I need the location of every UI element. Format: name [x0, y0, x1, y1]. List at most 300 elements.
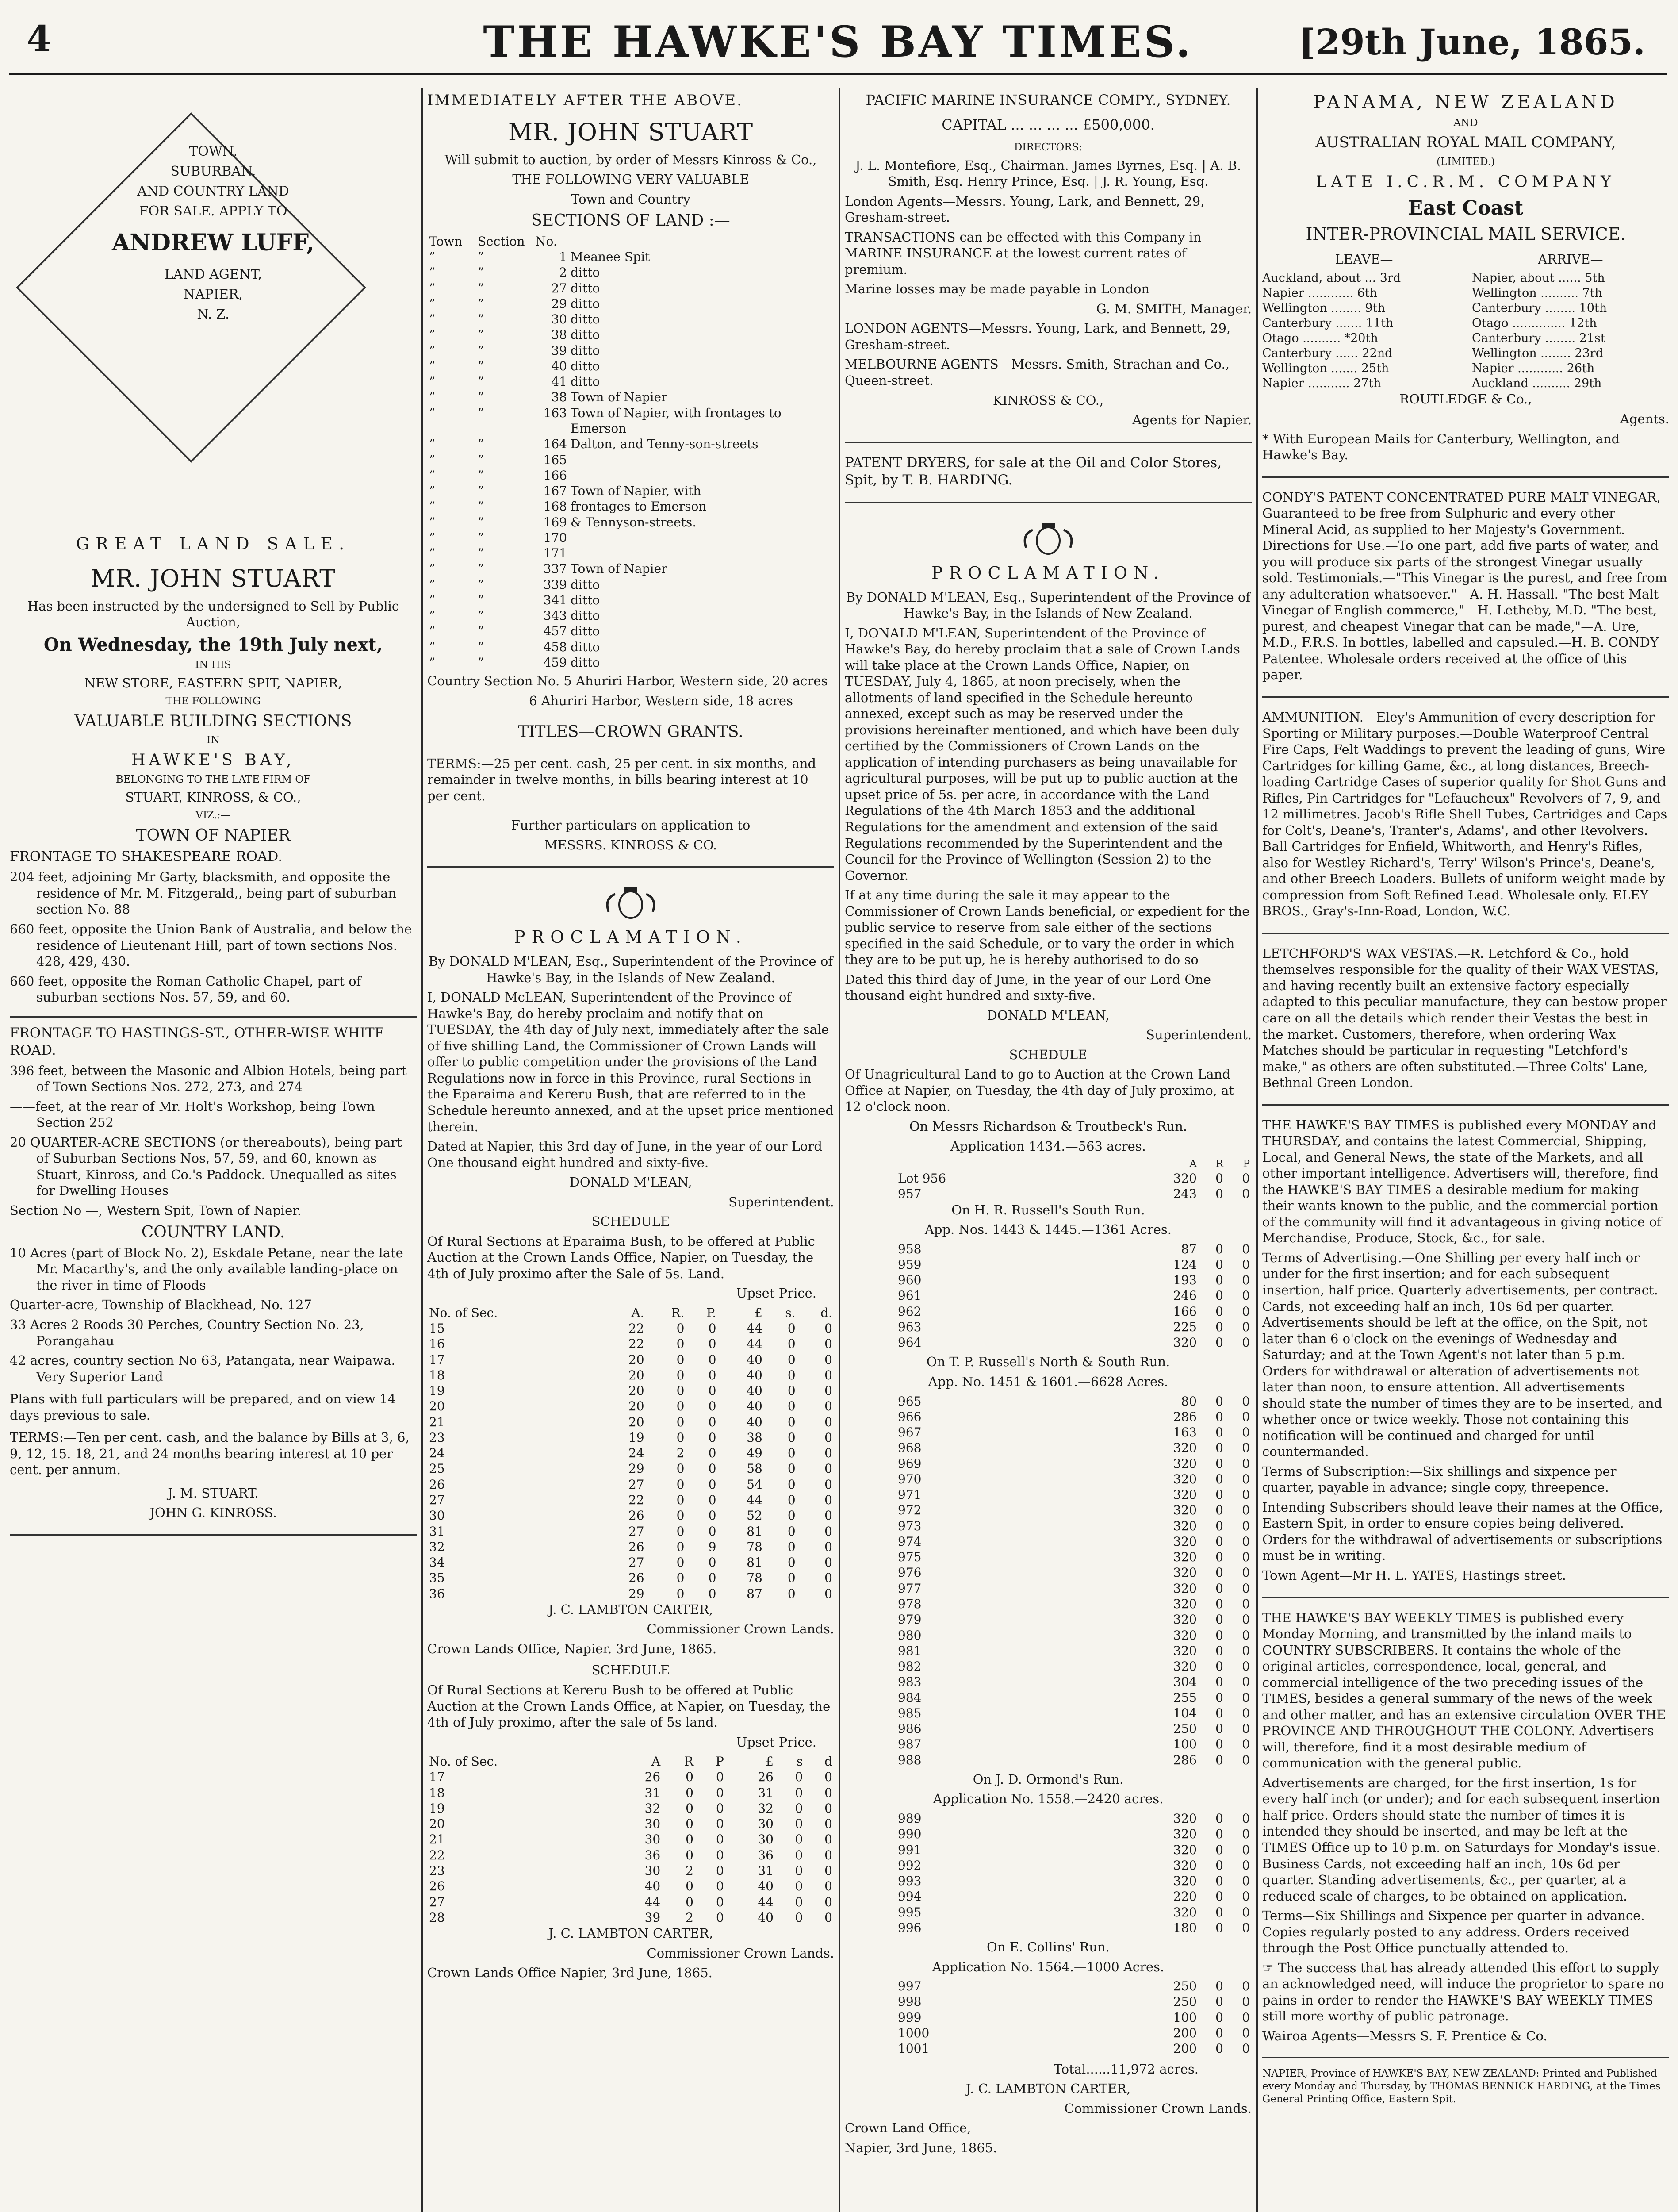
table-cell: 0 [1215, 1597, 1223, 1611]
table-cell: 0 [824, 1399, 832, 1414]
table-cell: 304 [1173, 1674, 1197, 1690]
application-heading: Application No. 1558.—2420 acres. [933, 1791, 1164, 1807]
table-cell: 180 [1173, 1920, 1197, 1935]
schedule-title: SCHEDULE [1009, 1047, 1088, 1062]
run-heading: On T. P. Russell's North & South Run. [926, 1354, 1170, 1370]
ad-heading: AUSTRALIAN ROYAL MAIL COMPANY, [1315, 134, 1616, 152]
lot-number: 958 [898, 1241, 922, 1256]
table-cell: 0 [795, 1832, 803, 1847]
table-cell: 0 [795, 1785, 803, 1800]
table-row [845, 2010, 1252, 2025]
table-cell: 0 [1242, 1874, 1250, 1889]
table-cell: 0 [1242, 2041, 1250, 2056]
section-number: 21 [429, 1414, 445, 1429]
table-cell: 320 [1173, 1503, 1197, 1518]
section-number: 23 [429, 1863, 445, 1878]
section-location: ditto [571, 312, 600, 327]
sale-date: On Wednesday, the 19th July next, [43, 634, 383, 655]
table-cell: 0 [708, 1352, 716, 1367]
table-row [427, 1570, 834, 1586]
table-cell: 36 [644, 1847, 661, 1863]
ad-text: Crown Land Office, [845, 2120, 971, 2136]
section-number: 26 [429, 1477, 445, 1492]
table-cell: 0 [1242, 1241, 1250, 1256]
table-row [845, 1319, 1252, 1335]
ad-text: CONDY'S PATENT CONCENTRATED PURE MALT VINEGAR, Guaranteed to be free from Sulphuric and every other Mineral Acid, as supplied to her Majesty's Government. Directions for Use.—To one part, add five parts of water, and you will produce six parts of the strongest Vinegar usually sold. Testimonials.—"This Vinegar is the purest, and free from any adulteration whatsoever."—A. H. Hassall. "The best Malt Vinegar of English commerce,"—H. Letheby, M.D. "The best, purest, and cheapest Vinegar that can be made,"—A. Ure, M.D., F.R.S. In bottles, labelled and capsuled.—H. B. CONDY Patentee. Wholesale orders received at the office of this paper. [1262, 489, 1667, 683]
table-cell: 24 [628, 1446, 644, 1461]
table-cell: 0 [824, 1383, 832, 1398]
run-heading: On E. Collins' Run. [987, 1939, 1110, 1955]
ditto-mark: ” [429, 312, 436, 327]
table-row [845, 1690, 1252, 1705]
table-row [845, 1394, 1252, 1409]
ditto-mark: ” [429, 265, 436, 280]
ditto-mark: ” [478, 468, 484, 483]
ad-text: VIZ.:— [195, 810, 231, 822]
table-cell: 0 [795, 1863, 803, 1878]
section-location: ditto [571, 358, 600, 373]
table-cell: 0 [1215, 1409, 1223, 1424]
ad-text: Of Rural Sections at Eparaima Bush, to be offered at Public Auction at the Crown Lands Office, Napier, on Tuesday, the 4th of July proximo after the Sale of 5s. Land. [427, 1233, 815, 1281]
table-cell: 0 [1215, 1257, 1223, 1272]
table-row [427, 327, 834, 342]
table-cell: 0 [824, 1586, 832, 1601]
table-row [427, 1769, 834, 1785]
table-header: Town [429, 234, 463, 249]
ad-text: MESSRS. KINROSS & CO. [544, 837, 717, 853]
table-cell: 0 [795, 1770, 803, 1785]
table-cell: 30 [644, 1832, 661, 1847]
lot-number: 993 [898, 1874, 922, 1889]
leave-row: Canterbury ...... 22nd [1262, 346, 1393, 361]
lot-number: 991 [898, 1842, 922, 1857]
table-cell: 0 [1215, 1659, 1223, 1674]
table-cell: 40 [747, 1383, 762, 1398]
ad-text: Will submit to auction, by order of Messrs Kinross & Co., [444, 152, 817, 167]
lot-number: 986 [898, 1721, 922, 1736]
table-cell: 193 [1173, 1273, 1197, 1288]
signature-title: Commissioner Crown Lands. [1064, 2101, 1252, 2116]
table-cell: 36 [758, 1847, 774, 1863]
lot-number: 978 [898, 1597, 922, 1611]
section-number: 40 [551, 358, 567, 373]
table-row [427, 1461, 834, 1476]
lot-number: 970 [898, 1471, 922, 1486]
section-number: 23 [429, 1430, 445, 1445]
table-row [427, 483, 834, 499]
section-number: 458 [543, 639, 567, 654]
table-row [427, 577, 834, 592]
table-header-row [427, 1305, 834, 1321]
table-row [845, 1565, 1252, 1580]
table-row [845, 1826, 1252, 1842]
table-cell: 0 [824, 1879, 832, 1894]
table-row [427, 592, 834, 608]
table-row [845, 1304, 1252, 1319]
table-cell: 0 [1215, 1534, 1223, 1549]
lot-description: Quarter-acre, Township of Blackhead, No. 127 [10, 1297, 312, 1313]
table-cell: 0 [1242, 1659, 1250, 1674]
lot-number: 960 [898, 1273, 922, 1288]
signature: J. C. LAMBTON CARTER, [548, 1601, 713, 1617]
table-cell: 246 [1173, 1288, 1197, 1303]
printer-imprint: NAPIER, Province of HAWKE'S BAY, NEW ZEALAND: Printed and Published every Monday and Thursday, by THOMAS BENNICK HARDING, at the Times General Printing Office, Eastern Spit. [1262, 2068, 1661, 2105]
table-cell: 20 [628, 1352, 644, 1367]
table-cell: 81 [747, 1555, 762, 1570]
ad-text: (LIMITED.) [1436, 156, 1495, 168]
table-cell: 20 [628, 1399, 644, 1414]
table-cell: 0 [1215, 1518, 1223, 1533]
table-row [845, 1842, 1252, 1858]
ad-heading: INTER-PROVINCIAL MAIL SERVICE. [1306, 224, 1626, 244]
section-number: 339 [543, 577, 567, 592]
table-cell: 0 [1242, 1425, 1250, 1440]
lot-number: 1000 [898, 2025, 930, 2040]
ditto-mark: ” [478, 530, 484, 545]
run-heading: On Messrs Richardson & Troutbeck's Run. [909, 1119, 1188, 1134]
table-row [427, 1430, 834, 1445]
lot-number: 1001 [898, 2041, 930, 2056]
table-row [845, 1628, 1252, 1643]
signature-title: Commissioner Crown Lands. [647, 1621, 834, 1637]
table-cell: 320 [1173, 1565, 1197, 1580]
ad-subheading: VALUABLE BUILDING SECTIONS [74, 712, 352, 730]
table-cell: 0 [824, 1910, 832, 1925]
table-row [427, 1383, 834, 1398]
ad-text: THE FOLLOWING VERY VALUABLE [512, 172, 749, 187]
section-location: ditto [571, 327, 600, 342]
ditto-mark: ” [478, 484, 484, 499]
table-cell: 0 [824, 1770, 832, 1785]
leave-row: Napier ........... 27th [1262, 376, 1381, 391]
table-cell: 0 [676, 1383, 685, 1398]
table-cell: 0 [787, 1336, 796, 1352]
table-cell: 0 [795, 1910, 803, 1925]
table-header: P. [706, 1305, 716, 1320]
run-lots-table [845, 1158, 1252, 1202]
table-cell: 0 [1215, 1889, 1223, 1904]
ad-text: Dated this third day of June, in the year of our Lord One thousand eight hundred and sixty-five. [845, 972, 1211, 1003]
table-header: A. [631, 1305, 644, 1320]
section-number: 164 [543, 437, 567, 452]
ditto-mark: ” [429, 530, 436, 545]
country-section: Country Section No. 5 Ahuriri Harbor, Western side, 20 acres [427, 673, 828, 689]
ditto-mark: ” [429, 624, 436, 639]
table-cell: 0 [676, 1508, 685, 1523]
table-cell: 0 [787, 1477, 796, 1492]
table-cell: 27 [628, 1555, 644, 1570]
table-row [427, 405, 834, 437]
table-cell: 0 [1242, 1335, 1250, 1350]
section-number: 38 [551, 327, 567, 342]
ad-text: Advertisements are charged, for the first insertion, 1s for every half inch (or under); and for each subsequent insertion half price. Orders should state the number of times it is intended they should be inserted, and may be left at the TIMES Office up to 10 p.m. on Saturdays for Monday's issue. Business Cards, not exceeding half an inch, 10s 6d per quarter. Standing advertisements, &c., per quarter, at a reduced scale of charges, to be obtained on application. [1262, 1775, 1661, 1904]
table-cell: 32 [644, 1801, 661, 1816]
table-cell: 0 [708, 1586, 716, 1601]
table-cell: 0 [1242, 1628, 1250, 1643]
run-lots-table [845, 1978, 1252, 2056]
ad-text: By DONALD M'LEAN, Esq., Superintendent of the Province of Hawke's Bay, in the Islands of New Zealand. [428, 954, 833, 985]
royal-crest-icon [600, 885, 662, 921]
column-1 [10, 88, 417, 2212]
table-cell: 0 [1242, 1979, 1250, 1994]
table-cell: 0 [1242, 1187, 1250, 1202]
ditto-mark: ” [478, 655, 484, 670]
ad-text: DIRECTORS: [1014, 141, 1083, 153]
section-location: Town of Napier [571, 390, 667, 405]
table-header-row [427, 1754, 834, 1769]
section-number: 19 [429, 1801, 445, 1816]
section-location: ditto [571, 265, 600, 280]
table-header: P [1243, 1158, 1250, 1170]
table-cell: 39 [644, 1910, 661, 1925]
ditto-mark: ” [478, 390, 484, 405]
section-number: 27 [429, 1894, 445, 1909]
table-row [845, 1502, 1252, 1518]
table-cell: 0 [676, 1555, 685, 1570]
table-row [845, 2041, 1252, 2056]
table-cell: 0 [708, 1414, 716, 1429]
table-cell: 0 [824, 1477, 832, 1492]
lot-number: 965 [898, 1394, 922, 1409]
section-location [569, 545, 834, 561]
table-cell: 26 [628, 1539, 644, 1554]
table-cell: 0 [1215, 1171, 1223, 1186]
table-cell: 0 [824, 1430, 832, 1445]
table-cell: 0 [716, 1770, 724, 1785]
lot-number: 963 [898, 1319, 922, 1334]
run-lots-table [845, 1394, 1252, 1768]
table-cell: 0 [716, 1785, 724, 1800]
lot-description: 204 feet, adjoining Mr Garty, blacksmith, and opposite the residence of Mr. M. Fitzgerald,, being part of suburban section No. 88 [10, 869, 396, 917]
ad-text: Town and Country [571, 191, 690, 207]
table-cell: 0 [787, 1321, 796, 1336]
table-row [427, 249, 834, 265]
table-row [427, 1586, 834, 1601]
table-cell: 0 [787, 1367, 796, 1382]
table-row [845, 2025, 1252, 2041]
leave-row: Napier ............ 6th [1262, 286, 1378, 300]
table-row [427, 1847, 834, 1863]
diamond-text [10, 142, 417, 324]
table-cell: 0 [1215, 1920, 1223, 1935]
table-cell: 0 [1215, 1394, 1223, 1409]
table-cell: 0 [708, 1508, 716, 1523]
table-cell: 54 [747, 1477, 762, 1492]
table-cell: 320 [1173, 1811, 1197, 1826]
ditto-mark: ” [429, 592, 436, 607]
lot-number: 982 [898, 1659, 922, 1674]
section-number: 38 [551, 390, 567, 405]
section-number: 19 [429, 1383, 445, 1398]
ad-text: THE HAWKE'S BAY TIMES is published every MONDAY and THURSDAY, and contains the latest Commercial, Shipping, Local, and General News, the state of the Markets, and all other important intelligence. Advertisers will, therefore, find the HAWKE'S BAY TIMES a desirable medium for making their wants known to the public, and the commercial portion of the community will find it advantageous in giving notice of Merchandise, Produce, Stock, &c., for sale. [1262, 1117, 1662, 1246]
table-header: £ [766, 1754, 774, 1769]
leave-list [1262, 251, 1466, 392]
ad-text: THE HAWKE'S BAY WEEKLY TIMES is published every Monday Morning, and transmitted by the inland mails to COUNTRY SUBSCRIBERS. It contains the whole of the original articles, correspondence, local, general, and commercial intelligence of the two preceding issues of the TIMES, besides a general summary of the news of the week and other matter, and has an extensive circulation OVER THE PROVINCE AND THROUGHOUT THE COLONY. Advertisers will, therefore, find it a most desirable medium of communication with the general public. [1262, 1610, 1666, 1771]
table-cell: 2 [686, 1863, 693, 1878]
table-cell: 320 [1173, 1874, 1197, 1889]
signature-title: Agents for Napier. [1132, 412, 1252, 428]
lot-number: 961 [898, 1288, 922, 1303]
table-cell: 0 [1215, 2025, 1223, 2040]
ditto-mark: ” [478, 592, 484, 607]
table-cell: 0 [1215, 2010, 1223, 2025]
table-row [845, 1487, 1252, 1502]
table-cell: 320 [1173, 1905, 1197, 1920]
table-cell: 200 [1173, 2025, 1197, 2040]
country-section: 6 Ahuriri Harbor, Western side, 18 acres [529, 693, 793, 708]
table-cell: 0 [1242, 1752, 1250, 1767]
ad-subheading: TOWN OF NAPIER [136, 826, 291, 845]
section-number: 169 [543, 515, 567, 530]
table-cell: 0 [824, 1832, 832, 1847]
proclamation-unagricultural [845, 512, 1252, 2169]
section-number: 343 [543, 608, 567, 623]
section-location [569, 468, 834, 483]
section-number: 166 [543, 468, 567, 483]
table-cell: 0 [824, 1446, 832, 1461]
section-number: 24 [429, 1446, 445, 1461]
table-cell: 320 [1173, 1827, 1197, 1842]
ad-text: PATENT DRYERS, for sale at the Oil and Color Stores, Spit, by T. B. HARDING. [845, 454, 1222, 488]
ad-heading: IMMEDIATELY AFTER THE ABOVE. [427, 92, 743, 109]
table-cell: 0 [787, 1352, 796, 1367]
table-cell: 0 [787, 1383, 796, 1398]
ditto-mark: ” [429, 327, 436, 342]
table-cell: 0 [686, 1879, 693, 1894]
section-number: 34 [429, 1555, 445, 1570]
table-cell: 0 [1242, 1565, 1250, 1580]
auctioneer-name: MR. JOHN STUART [90, 564, 336, 592]
section-location [569, 530, 834, 545]
ditto-mark: ” [478, 546, 484, 561]
ad-heading: PACIFIC MARINE INSURANCE COMPY., SYDNEY. [866, 92, 1231, 108]
application-heading: Application 1434.—563 acres. [950, 1138, 1146, 1154]
section-number: 337 [543, 561, 567, 576]
section-number: 36 [429, 1586, 445, 1601]
ad-text: Terms of Subscription:—Six shillings and sixpence per quarter, payable in advance; single copy, threepence. [1262, 1463, 1617, 1495]
table-row [427, 311, 834, 327]
table-cell: 0 [795, 1816, 803, 1832]
table-cell: 0 [1215, 1456, 1223, 1471]
signature-title: Commissioner Crown Lands. [647, 1945, 834, 1961]
column-2 [427, 88, 834, 2212]
ad-heading: PANAMA, NEW ZEALAND [1313, 92, 1618, 112]
section-number: 459 [543, 655, 567, 670]
ad-text: * With European Mails for Canterbury, Wellington, and Hawke's Bay. [1262, 431, 1620, 463]
table-cell: 40 [747, 1399, 762, 1414]
newspaper-title: THE HAWKE'S BAY TIMES. [483, 17, 1193, 67]
ditto-mark: ” [429, 405, 436, 420]
ad-text: Plans with full particulars will be prepared, and on view 14 days previous to sale. [10, 1391, 396, 1423]
ad-text: By DONALD M'LEAN, Esq., Superintendent of the Province of Hawke's Bay, in the Islands of New Zealand. [846, 589, 1251, 621]
table-cell: 0 [1215, 1994, 1223, 2009]
table-cell: 0 [1242, 1920, 1250, 1935]
table-row [845, 1241, 1252, 1257]
signature-title: Agents. [1620, 411, 1669, 427]
ditto-mark: ” [429, 468, 436, 483]
table-cell: 286 [1173, 1752, 1197, 1767]
lot-number: 995 [898, 1905, 922, 1920]
table-cell: 0 [1242, 2010, 1250, 2025]
table-cell: 0 [787, 1446, 796, 1461]
table-cell: 0 [1215, 1471, 1223, 1486]
table-cell: 80 [1181, 1394, 1197, 1409]
sections-table [427, 234, 834, 670]
ditto-mark: ” [478, 265, 484, 280]
table-cell: 250 [1173, 1994, 1197, 2009]
table-cell: 19 [628, 1430, 644, 1445]
table-row [845, 1272, 1252, 1288]
table-header: R [1215, 1158, 1223, 1170]
table-header: No. of Sec. [429, 1305, 498, 1320]
section-number: 163 [543, 405, 567, 420]
ditto-mark: ” [429, 250, 436, 265]
table-row [427, 265, 834, 280]
table-cell: 0 [1215, 1674, 1223, 1690]
table-cell: 0 [824, 1321, 832, 1336]
ad-text: Of Rural Sections at Kereru Bush to be offered at Public Auction at the Crown Lands Office, at Napier, on Tuesday, the 4th of July proximo, after the sale of 5s land. [427, 1682, 831, 1730]
issue-date: [29th June, 1865. [1299, 21, 1645, 63]
table-row [427, 1863, 834, 1878]
ad-text: Has been instructed by the undersigned to Sell by Public Auction, [27, 598, 399, 630]
lot-description: 10 Acres (part of Block No. 2), Eskdale Petane, near the late Mr. Macarthy's, and the only available landing-place on the river in time of Floods [10, 1245, 403, 1293]
table-header: s [796, 1754, 803, 1769]
section-location: & Tennyson-streets. [571, 515, 697, 530]
table-cell: 2 [676, 1446, 685, 1461]
table-cell: 0 [1242, 1674, 1250, 1690]
column-rule [839, 88, 840, 2212]
table-row [845, 1534, 1252, 1549]
table-row [427, 1367, 834, 1383]
table-cell: 0 [795, 1879, 803, 1894]
lot-number: 985 [898, 1705, 922, 1720]
ad-text: Terms—Six Shillings and Sixpence per quarter in advance. Copies regularly posted to any address. Orders received through the Post Office punctually attended to. [1262, 1908, 1645, 1956]
table-cell: 320 [1173, 1597, 1197, 1611]
table-cell: 0 [716, 1863, 724, 1878]
ditto-mark: ” [478, 515, 484, 530]
table-row [845, 1643, 1252, 1659]
table-cell: 0 [1242, 1550, 1250, 1565]
auctioneer-name: MR. JOHN STUART [508, 118, 754, 146]
table-cell: 0 [824, 1847, 832, 1863]
table-cell: 0 [1215, 1752, 1223, 1767]
table-cell: 320 [1173, 1440, 1197, 1455]
table-cell: 0 [824, 1894, 832, 1909]
table-cell: 0 [795, 1801, 803, 1816]
table-cell: 31 [644, 1785, 661, 1800]
ditto-mark: ” [478, 358, 484, 373]
table-cell: 0 [1242, 1257, 1250, 1272]
table-cell: 0 [1242, 1471, 1250, 1486]
table-cell: 0 [824, 1493, 832, 1508]
table-header: No. of Sec. [429, 1754, 498, 1769]
table-cell: 0 [787, 1508, 796, 1523]
table-cell: 31 [758, 1785, 774, 1800]
section-location: ditto [571, 280, 600, 296]
table-header: LEAVE— [1335, 251, 1393, 267]
weekly-times-notice [1262, 1607, 1669, 2059]
lot-description: 396 feet, between the Masonic and Albion Hotels, being part of Town Sections Nos. 272, 273, and 274 [10, 1063, 407, 1094]
table-row [427, 1508, 834, 1523]
table-cell: 0 [1215, 1628, 1223, 1643]
arrive-row: Auckland .......... 29th [1472, 376, 1602, 391]
table-cell: 0 [716, 1847, 724, 1863]
section-number: 31 [429, 1524, 445, 1539]
ditto-mark: ” [429, 280, 436, 296]
table-row [427, 530, 834, 545]
table-cell: 0 [1215, 1288, 1223, 1303]
table-row [427, 452, 834, 468]
